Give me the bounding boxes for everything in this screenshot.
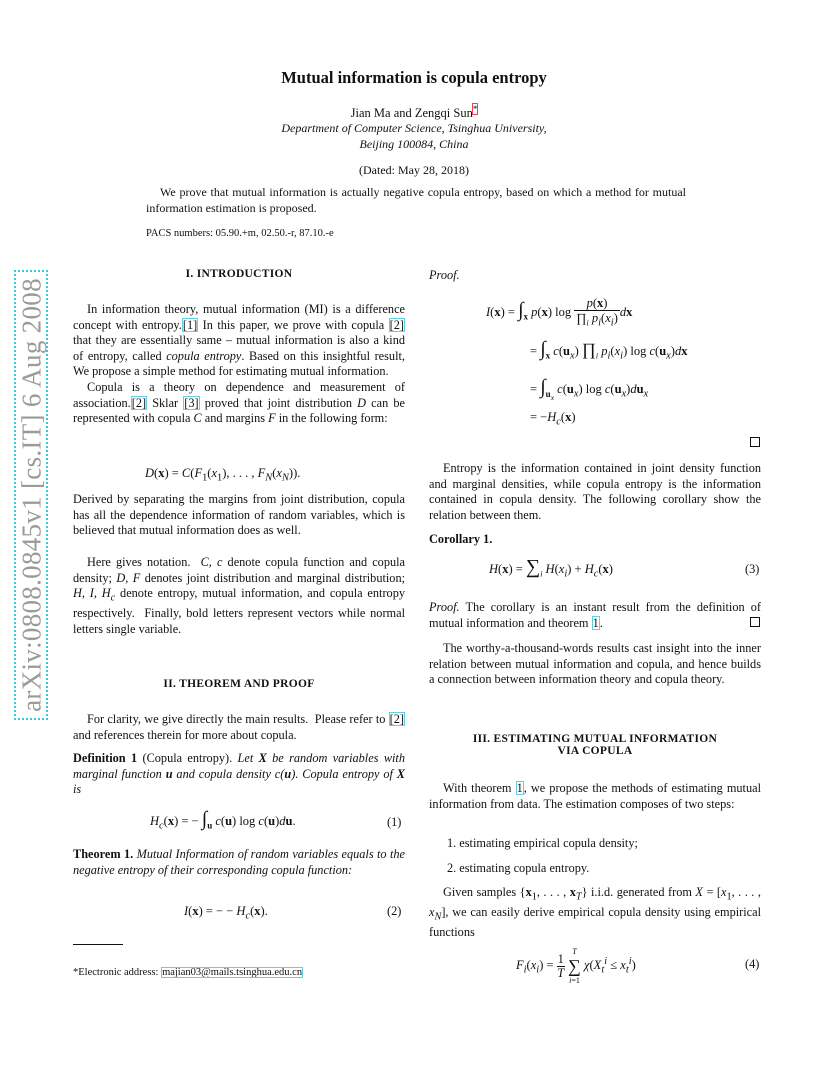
affiliation	[0, 120, 828, 152]
proof-equation-line-4: = $-H_c(x)$	[530, 410, 576, 428]
intro-paragraph-3: Derived by separating the margins from joint distribution, copula has all the dependence information of random variables, which is believed that mutual information does as well.	[73, 492, 405, 538]
proof-equation-line-2: = $\int_x$ $c(u_x)$ $\prod_i$ $p_i(x_i)$ $\log c(u_x)dx$	[530, 338, 688, 362]
qed-box-2-icon	[750, 617, 760, 627]
section-1-heading: I. INTRODUCTION	[185, 268, 293, 280]
pacs-numbers: PACS numbers: 05.90.+m, 02.50.-r, 87.10.-e	[146, 228, 334, 239]
arxiv-id-text: arXiv:0808.0845v1 [cs.IT] 6 Aug 2008	[16, 278, 47, 712]
abstract: We prove that mutual information is actually negative copula entropy, based on which a method for mutual information estimation is proposed.	[146, 185, 686, 215]
qed-box-icon	[750, 437, 760, 447]
definition-name: (Copula entropy).	[142, 751, 233, 765]
section-3-heading	[429, 733, 761, 757]
equation-sklar: $D(x) = C(F_1(x_1)$, . . . , $F_N(x_N)$).	[145, 466, 301, 484]
proof-equation-line-3: = $\int_{u_x}$ $c(u_x)$ $\log c(u_x)du_x$	[530, 376, 649, 402]
affiliation-line-2: Beijing 100084, China	[359, 137, 469, 151]
affiliation-line-1: Department of Computer Science, Tsinghua University,	[281, 121, 547, 135]
footnote-rule	[73, 944, 123, 945]
equation-4-number: (4)	[745, 957, 760, 971]
equation-4: $F_i(x_i)$ = $\frac{1}{T}$ T ∑ i=1 $\chi(X_t^i \le x_t^i)$	[516, 947, 636, 985]
footnote-mark[interactable]: *	[472, 104, 478, 114]
worthy-paragraph: The worthy-a-thousand-words results cast insight into the inner relation between mutual information and copula, and hence builds a connection between information theory and copula theory.	[429, 641, 761, 687]
arxiv-side-stamp	[12, 270, 52, 720]
theorem-heading: Theorem 1.	[73, 847, 134, 861]
equation-2-number: (2)	[387, 904, 402, 918]
step-1: 1. estimating empirical copula density;	[447, 836, 638, 850]
theorem-intro-paragraph: For clarity, we give directly the main results. Please refer to [2] and references therein for more about copula.	[73, 712, 404, 742]
theorem-1	[73, 847, 405, 878]
definition-heading: Definition 1	[73, 751, 138, 765]
section-2-heading: II. THEOREM AND PROOF	[163, 678, 315, 690]
citation-2b-link[interactable]: [2]	[131, 395, 147, 410]
citation-2-link[interactable]: [2]	[389, 317, 404, 332]
equation-2: I(x) = − − $H_c(x)$.	[184, 904, 268, 922]
date-line: (Dated: May 28, 2018)	[359, 163, 469, 177]
citation-3-link[interactable]: [3]	[184, 395, 199, 410]
paper-title: Mutual information is copula entropy	[281, 68, 547, 87]
samples-paragraph: Given samples {$x_1$, . . . , $x_T$} i.i.d. generated from $X = [x_1$, . . . , $x_N$], we can easily derive empirical copula density using empirical functions	[429, 885, 761, 940]
email-link[interactable]: majian03@mails.tsinghua.edu.cn	[162, 967, 303, 978]
entropy-paragraph: Entropy is the information contained in joint density function and marginal densities, while copula entropy is the information contained in copula density. The following corollary show the relation between them.	[429, 461, 761, 522]
definition-1: Definition 1 (Copula entropy). Let X be random variables with marginal function u and copula density c(u). Copula entropy of X is	[73, 751, 405, 797]
proof-label: Proof.	[429, 268, 460, 282]
footnote-label: *Electronic address:	[73, 967, 159, 978]
theorem-1-ref-link-2[interactable]: 1	[516, 781, 523, 795]
paper-authors	[0, 104, 828, 121]
corollary-proof: Proof. The corollary is an instant result from the definition of mutual information and theorem 1.	[429, 600, 761, 630]
section-3-heading-line-2: VIA COPULA	[557, 745, 633, 757]
citation-1-link[interactable]: [1]	[182, 317, 198, 332]
equation-3-number: (3)	[745, 562, 760, 576]
intro-paragraph-4: Here gives notation. C, c denote copula function and copula density; D, F denotes joint distribution and marginal distribution; H, I, $H_c$ denote entropy, mutual information, and copula entropy respectively. Finally, bold letters represent vectors while normal letters single variable.	[73, 555, 406, 636]
step-2: 2. estimating copula entropy.	[447, 861, 590, 875]
intro-paragraph-1: In information theory, mutual information (MI) is a difference concept with entropy.[1] In this paper, we prove with copula [2] that they are essentially same – mutual information is also a kind of entropy, called copula entropy. Based on this insightful result, We propose a simple method for estimating mutual information.	[73, 302, 405, 379]
author-names: Jian Ma and Zengqi Sun	[350, 106, 473, 121]
estimation-paragraph: With theorem 1, we propose the methods of estimating mutual information from data. The estimation composes of two steps:	[429, 781, 761, 811]
equation-1: $H_c(x)$ = − $\int_u$ c(u) log c(u)du.	[150, 808, 296, 832]
equation-3: $H(x) = \sum_i$ $H(x_i) + H_c(x)$	[489, 556, 613, 580]
equation-1-number: (1)	[387, 815, 402, 829]
theorem-1-ref-link[interactable]: 1	[592, 615, 599, 630]
theorem-body: Mutual Information of random variables equals to the negative entropy of their corresponding copula function:	[73, 847, 405, 877]
proof-equation-line-1: $I(x) = \int_x$ p(x) log $\frac{p(x)}{\prod_i p_i(x_i)}$ dx	[486, 296, 633, 329]
citation-2c-link[interactable]: [2]	[389, 712, 404, 726]
footnote	[73, 967, 303, 978]
section-3-heading-line-1: III. ESTIMATING MUTUAL INFORMATION	[472, 733, 718, 745]
intro-paragraph-2: Copula is a theory on dependence and measurement of association.[2] Sklar [3] proved that joint distribution D can be represented with copula C and margins F in the following form:	[73, 380, 405, 426]
corollary-heading: Corollary 1.	[429, 532, 493, 546]
